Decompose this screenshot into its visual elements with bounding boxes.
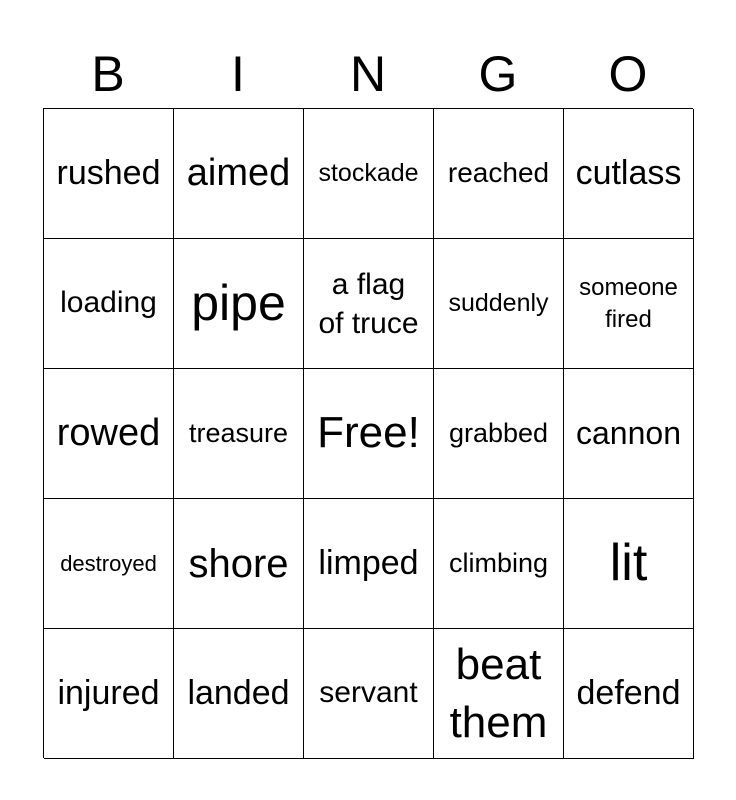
bingo-cell[interactable] <box>174 499 304 629</box>
cell-word: cannon <box>576 415 681 452</box>
bingo-cell[interactable] <box>174 629 304 759</box>
cell-word: lit <box>609 533 648 592</box>
bingo-cell[interactable] <box>564 629 694 759</box>
cell-word: a flag of truce <box>318 267 419 340</box>
cell-word: injured <box>57 673 160 712</box>
cell-word: stockade <box>318 159 419 188</box>
bingo-cell[interactable] <box>564 239 694 369</box>
bingo-cell[interactable] <box>44 109 174 239</box>
bingo-cell[interactable] <box>304 239 434 369</box>
bingo-cell[interactable] <box>44 499 174 629</box>
cell-word: treasure <box>188 417 289 448</box>
bingo-cell[interactable] <box>44 239 174 369</box>
cell-word: suddenly <box>448 289 549 318</box>
cell-word: servant <box>319 676 418 710</box>
cell-word: cutlass <box>575 153 682 192</box>
free-space-cell[interactable] <box>304 369 434 499</box>
cell-word: beat them <box>449 640 548 747</box>
bingo-cell[interactable] <box>174 109 304 239</box>
cell-word: defend <box>576 673 681 712</box>
header-letter-b: B <box>91 46 125 102</box>
cell-word: someone fired <box>579 274 678 333</box>
cell-word: climbing <box>448 547 549 578</box>
header-letter-n: N <box>349 46 387 102</box>
cell-word: shore <box>188 541 289 586</box>
cell-word: pipe <box>191 275 286 331</box>
bingo-cell[interactable] <box>304 629 434 759</box>
bingo-header <box>43 40 693 108</box>
header-letter-g: G <box>478 46 518 102</box>
cell-word: grabbed <box>448 417 549 448</box>
cell-word: landed <box>187 673 290 712</box>
bingo-cell[interactable] <box>434 499 564 629</box>
bingo-cell[interactable] <box>564 109 694 239</box>
header-letter-o: O <box>608 46 648 102</box>
bingo-cell[interactable] <box>434 109 564 239</box>
free-space-label: Free! <box>317 408 420 458</box>
cell-word: rowed <box>56 411 161 454</box>
bingo-cell[interactable] <box>174 369 304 499</box>
cell-word: loading <box>60 286 157 320</box>
cell-word: limped <box>318 543 419 582</box>
bingo-cell[interactable] <box>44 369 174 499</box>
bingo-cell[interactable] <box>304 499 434 629</box>
bingo-cell[interactable] <box>434 629 564 759</box>
cell-word: reached <box>447 157 550 189</box>
bingo-cell[interactable] <box>174 239 304 369</box>
cell-word: rushed <box>56 153 161 192</box>
cell-word: aimed <box>186 151 291 194</box>
bingo-cell[interactable] <box>44 629 174 759</box>
bingo-cell[interactable] <box>434 369 564 499</box>
bingo-cell[interactable] <box>564 499 694 629</box>
bingo-cell[interactable] <box>304 109 434 239</box>
header-letter-i: I <box>231 46 245 102</box>
bingo-card-grid <box>43 108 693 758</box>
bingo-cell[interactable] <box>434 239 564 369</box>
bingo-cell[interactable] <box>564 369 694 499</box>
cell-word: destroyed <box>60 550 157 576</box>
